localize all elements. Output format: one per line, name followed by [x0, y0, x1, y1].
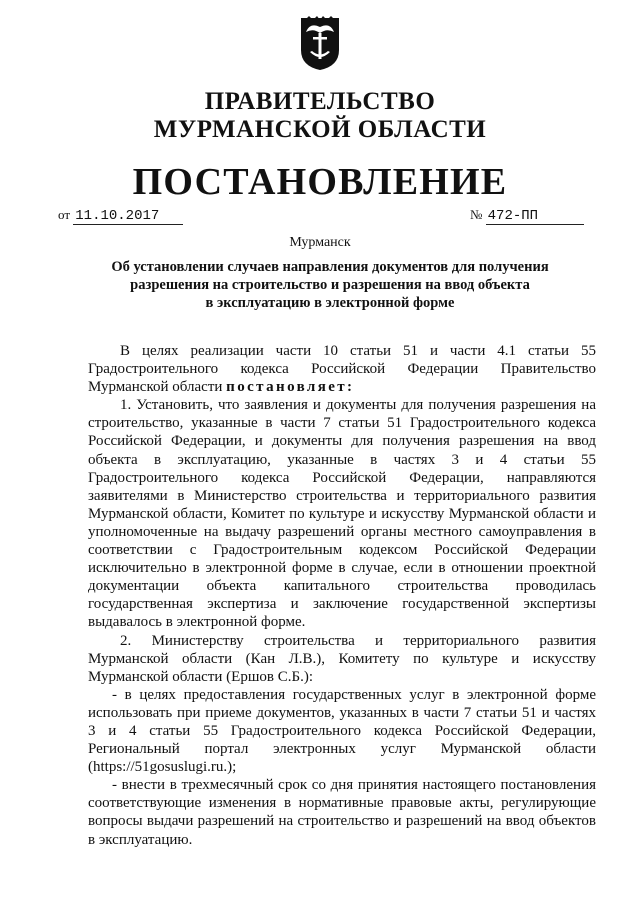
murmansk-coat-of-arms-icon	[297, 14, 343, 72]
intro-text: В целях реализации части 10 статьи 51 и части 4.1 статьи 55 Градостроительного кодекса Российской Федерации Правительство Мурманской области	[88, 343, 596, 396]
title-line-1: Об установлении случаев направления документов для получения	[111, 259, 549, 275]
paragraph-2: 2. Министерству строительства и территориального развития Мурманской области (Кан Л.В.), Комитету по культуре и искусству Мурманской области (Ершов С.Б.):	[88, 632, 596, 685]
document-date: 11.10.2017	[73, 208, 183, 225]
number-line	[470, 207, 584, 225]
intro-paragraph	[88, 342, 596, 396]
paragraph-1: 1. Установить, что заявления и документы для получения разрешения на строительство, указанные в части 7 статьи 51 Градостроительного кодекса Российской Федерации, и документы для получения разрешения на ввод объекта в эксплуатацию, указанные в частях 3 и 4 статьи 55 Градостроительного кодекса Российской Федерации, направляются заявителями в Министерство строительства и территориального развития Мурманской области, Комитет по культуре и искусству Мурманской области и уполномоченные на выдачу разрешений органы местного самоуправления в соответствии с Градостроительным кодексом Российской Федерации исключительно в электронной форме в случае, если в отношении проектной документации объекта капитального строительства проводилась государственная экспертиза и заключение государственной экспертизы выдавалось в электронной форме.	[88, 397, 596, 631]
document-type: ПОСТАНОВЛЕНИЕ	[132, 161, 508, 203]
intro-keyword: постановляет:	[226, 379, 355, 396]
org-line-1: ПРАВИТЕЛЬСТВО	[204, 88, 436, 115]
document-body	[88, 342, 596, 849]
document-number: 472-ПП	[486, 208, 584, 225]
date-prefix: от	[58, 207, 71, 222]
title-line-2: разрешения на строительство и разрешения на ввод объекта	[130, 277, 530, 293]
title-line-3: в эксплуатацию в электронной форме	[205, 295, 455, 311]
document-title	[90, 258, 570, 312]
org-line-2: МУРМАНСКОЙ ОБЛАСТИ	[153, 116, 487, 143]
number-prefix: №	[470, 207, 483, 222]
government-name	[0, 88, 640, 144]
date-line	[58, 207, 183, 225]
paragraph-2-item-1: - в целях предоставления государственных услуг в электронной форме использовать при приеме документов, указанных в части 7 статьи 51 и частях 3 и 4 статьи 55 Градостроительного кодекса Российской Федерации, Региональный портал электронных услуг Мурманской области (https://51gosuslugi.ru.);	[88, 686, 596, 776]
paragraph-2-item-2: - внести в трехмесячный срок со дня принятия настоящего постановления соответствующие изменения в нормативные правовые акты, регулирующие вопросы выдачи разрешений на строительство и разрешений на ввод объектов в эксплуатацию.	[88, 777, 596, 848]
city: Мурманск	[289, 235, 351, 250]
